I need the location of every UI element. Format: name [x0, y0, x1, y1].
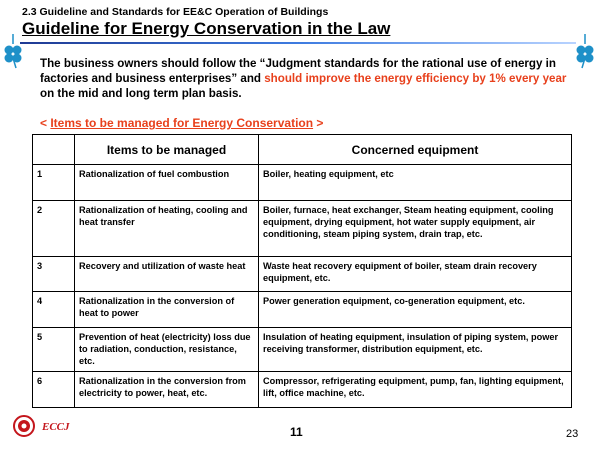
row-number: 1: [33, 165, 75, 201]
clover-icon: [2, 34, 24, 70]
management-items-table: [32, 134, 572, 408]
intro-text-2: on the mid and long term plan basis.: [40, 87, 242, 100]
row-equipment: Boiler, furnace, heat exchanger, Steam heating equipment, cooling equipment, drying equipment, hot water supply equipment, air conditioning, steam piping system, drain trap, etc.: [259, 201, 572, 257]
table-row: [33, 292, 572, 328]
row-item: Rationalization of fuel combustion: [75, 165, 259, 201]
table-row: [33, 372, 572, 408]
header-number: [33, 135, 75, 165]
row-item: Prevention of heat (electricity) loss due to radiation, conduction, resistance, etc.: [75, 328, 259, 372]
title-rule: [20, 42, 576, 44]
row-equipment: Insulation of heating equipment, insulation of piping system, power receiving transformer, distribution equipment, etc.: [259, 328, 572, 372]
section-open-bracket: <: [40, 116, 51, 130]
row-equipment: Compressor, refrigerating equipment, pump, fan, lighting equipment, lift, office machine, etc.: [259, 372, 572, 408]
logo-text: ECCJ: [42, 421, 70, 433]
table-row: [33, 328, 572, 372]
page-title: Guideline for Energy Conservation in the Law: [22, 19, 391, 38]
row-number: 3: [33, 257, 75, 292]
section-subtitle: 2.3 Guideline and Standards for EE&C Operation of Buildings: [22, 6, 329, 18]
section-close-bracket: >: [313, 116, 324, 130]
row-number: 4: [33, 292, 75, 328]
row-item: Rationalization in the conversion of heat to power: [75, 292, 259, 328]
row-number: 5: [33, 328, 75, 372]
table-row: [33, 201, 572, 257]
row-number: 6: [33, 372, 75, 408]
header-equipment: Concerned equipment: [259, 135, 572, 165]
section-heading-label: Items to be managed for Energy Conservation: [50, 116, 314, 130]
table-row: [33, 165, 572, 201]
intro-paragraph: [40, 56, 570, 101]
row-item: Recovery and utilization of waste heat: [75, 257, 259, 292]
intro-highlight: should improve the energy efficiency by 1% every year: [264, 72, 567, 85]
slide-number: 23: [566, 428, 579, 440]
row-equipment: Waste heat recovery equipment of boiler, steam drain recovery equipment, etc.: [259, 257, 572, 292]
row-equipment: Boiler, heating equipment, etc: [259, 165, 572, 201]
header-items: Items to be managed: [75, 135, 259, 165]
row-equipment: Power generation equipment, co-generation equipment, etc.: [259, 292, 572, 328]
row-item: Rationalization in the conversion from electricity to power, heat, etc.: [75, 372, 259, 408]
intro-text-1: The business owners should follow the “Judgment standards for the rational use of energy in factories and business enterprises” and: [40, 57, 556, 85]
table-row: [33, 257, 572, 292]
section-heading: [40, 116, 323, 130]
clover-icon: [574, 34, 596, 70]
row-number: 2: [33, 201, 75, 257]
table-header-row: [33, 135, 572, 165]
page-number: 11: [290, 425, 303, 439]
row-item: Rationalization of heating, cooling and heat transfer: [75, 201, 259, 257]
